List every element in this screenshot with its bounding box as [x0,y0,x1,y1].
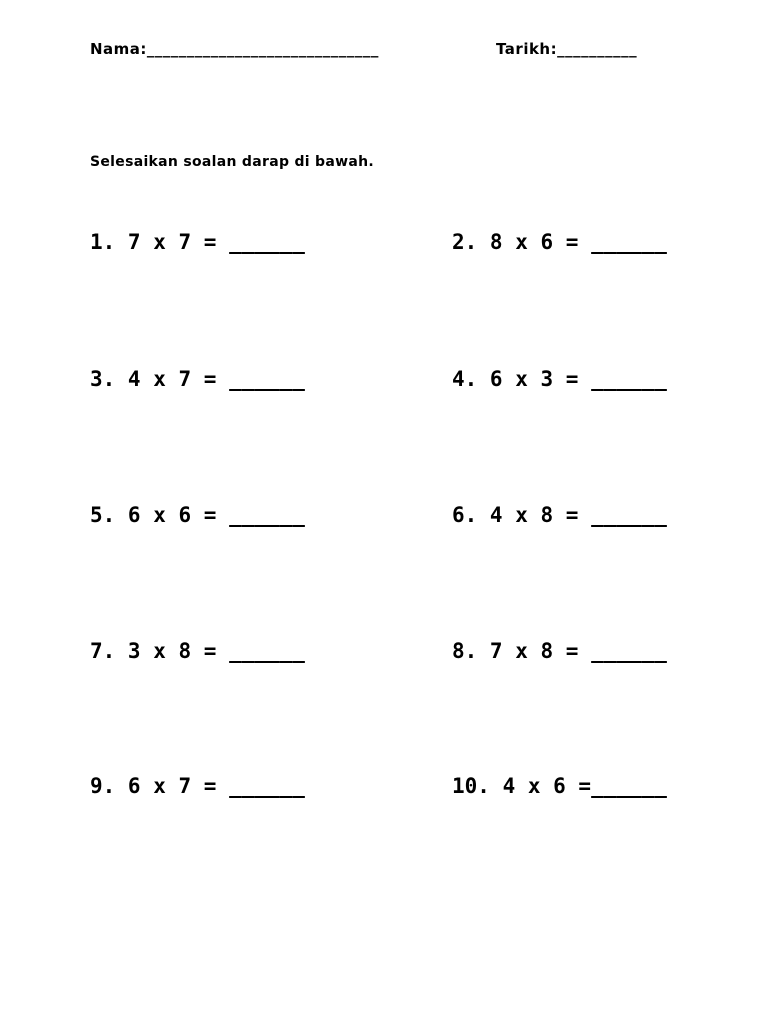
question-1[interactable]: 1. 7 x 7 = ______ [90,230,305,254]
question-6[interactable]: 6. 4 x 8 = ______ [452,503,667,527]
question-5[interactable]: 5. 6 x 6 = ______ [90,503,305,527]
question-10[interactable]: 10. 4 x 6 =______ [452,774,667,798]
question-7[interactable]: 7. 3 x 8 = ______ [90,639,305,663]
date-field[interactable]: Tarikh:__________ [496,40,638,58]
instruction-text: Selesaikan soalan darap di bawah. [90,154,374,170]
question-3[interactable]: 3. 4 x 7 = ______ [90,367,305,391]
question-2[interactable]: 2. 8 x 6 = ______ [452,230,667,254]
name-field[interactable]: Nama:_____________________________ [90,40,379,58]
question-8[interactable]: 8. 7 x 8 = ______ [452,639,667,663]
question-9[interactable]: 9. 6 x 7 = ______ [90,774,305,798]
question-4[interactable]: 4. 6 x 3 = ______ [452,367,667,391]
